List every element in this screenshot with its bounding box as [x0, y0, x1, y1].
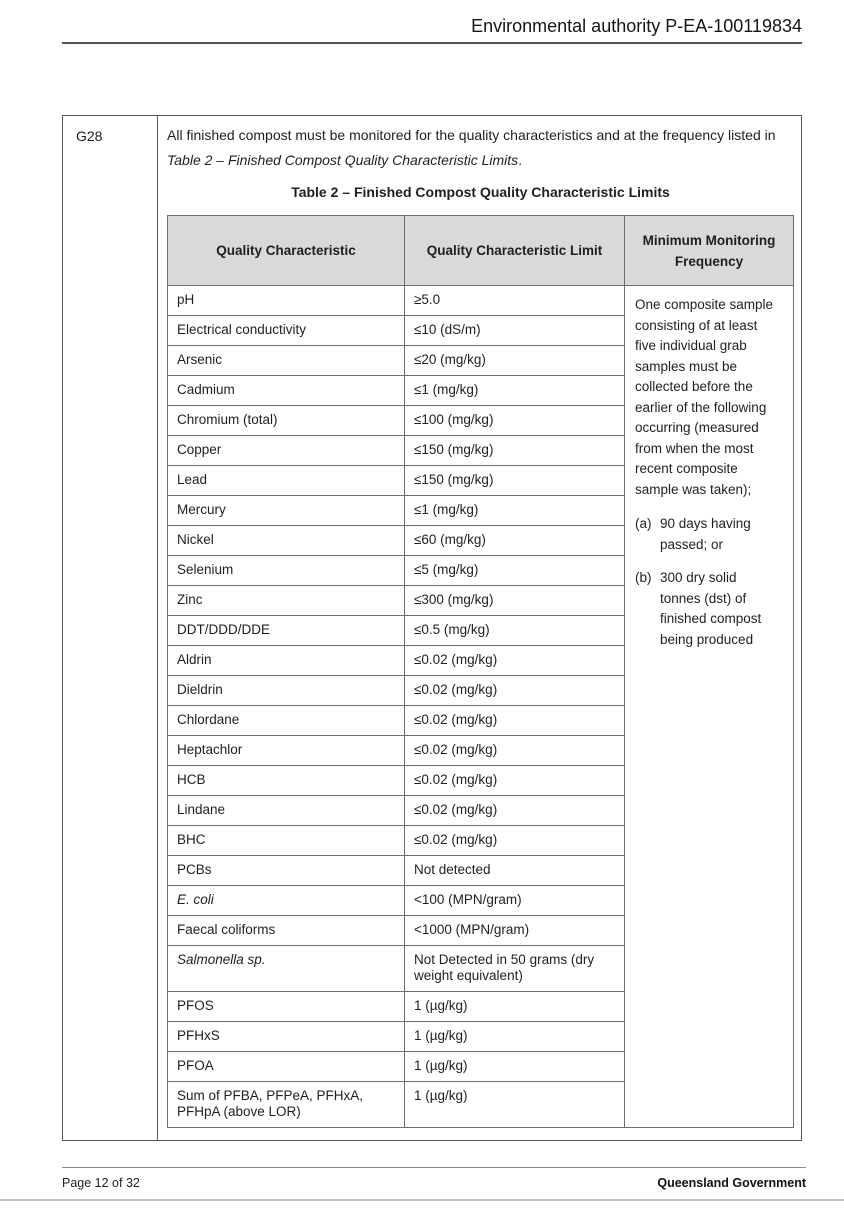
limit-cell: ≤10 (dS/m) [405, 316, 625, 346]
col-header-characteristic: Quality Characteristic [168, 216, 405, 286]
table-reference: Table 2 – Finished Compost Quality Characteristic Limits [167, 152, 519, 168]
limit-cell: ≤1 (mg/kg) [405, 376, 625, 406]
characteristic-cell: Electrical conductivity [168, 316, 405, 346]
limit-cell: ≤150 (mg/kg) [405, 436, 625, 466]
characteristic-cell: Sum of PFBA, PFPeA, PFHxA, PFHpA (above LOR) [168, 1082, 405, 1128]
frequency-item-label: (a) [635, 516, 652, 531]
frequency-item-b [635, 568, 779, 650]
limit-cell: ≥5.0 [405, 286, 625, 316]
characteristic-cell: Cadmium [168, 376, 405, 406]
characteristic-cell: pH [168, 286, 405, 316]
condition-content [158, 116, 803, 1140]
frequency-cell [625, 286, 794, 1128]
limit-cell: ≤1 (mg/kg) [405, 496, 625, 526]
page-title: Environmental authority P-EA-100119834 [471, 16, 802, 36]
characteristic-cell: Faecal coliforms [168, 916, 405, 946]
characteristic-cell: Salmonella sp. [168, 946, 405, 992]
limit-cell: ≤0.5 (mg/kg) [405, 616, 625, 646]
limit-cell: ≤0.02 (mg/kg) [405, 676, 625, 706]
limit-cell: ≤0.02 (mg/kg) [405, 796, 625, 826]
characteristic-cell: DDT/DDD/DDE [168, 616, 405, 646]
characteristic-cell: Mercury [168, 496, 405, 526]
quality-table [167, 215, 794, 1128]
page-bottom-edge [0, 1199, 844, 1201]
characteristic-cell: E. coli [168, 886, 405, 916]
limit-cell: Not detected [405, 856, 625, 886]
characteristic-cell: PCBs [168, 856, 405, 886]
limit-cell: Not Detected in 50 grams (dry weight equivalent) [405, 946, 625, 992]
limit-cell: 1 (µg/kg) [405, 1022, 625, 1052]
frequency-item-text: 90 days having passed; or [660, 516, 751, 552]
condition-block [62, 115, 802, 1141]
limit-cell: <100 (MPN/gram) [405, 886, 625, 916]
characteristic-cell: Heptachlor [168, 736, 405, 766]
table-title: Table 2 – Finished Compost Quality Characteristic Limits [291, 184, 670, 200]
limit-cell: ≤300 (mg/kg) [405, 586, 625, 616]
characteristic-cell: Zinc [168, 586, 405, 616]
limit-cell: ≤0.02 (mg/kg) [405, 766, 625, 796]
frequency-item-a [635, 514, 779, 555]
limit-cell: 1 (µg/kg) [405, 1052, 625, 1082]
col-header-frequency: Minimum Monitoring Frequency [625, 216, 794, 286]
limit-cell: ≤0.02 (mg/kg) [405, 826, 625, 856]
frequency-item-label: (b) [635, 570, 652, 585]
characteristic-cell: Nickel [168, 526, 405, 556]
page-number: Page 12 of 32 [62, 1176, 140, 1190]
limit-cell: ≤100 (mg/kg) [405, 406, 625, 436]
limit-cell: ≤0.02 (mg/kg) [405, 706, 625, 736]
limit-cell: <1000 (MPN/gram) [405, 916, 625, 946]
characteristic-cell: Aldrin [168, 646, 405, 676]
characteristic-cell: Arsenic [168, 346, 405, 376]
table-header-row [168, 216, 794, 286]
limit-cell: ≤0.02 (mg/kg) [405, 646, 625, 676]
characteristic-cell: PFOA [168, 1052, 405, 1082]
condition-id: G28 [63, 116, 158, 1140]
characteristic-cell: PFOS [168, 992, 405, 1022]
characteristic-cell: Dieldrin [168, 676, 405, 706]
condition-paragraph [167, 123, 794, 173]
table-row [168, 286, 794, 316]
paragraph-period: . [518, 152, 523, 168]
limit-cell: 1 (µg/kg) [405, 992, 625, 1022]
limit-cell: ≤60 (mg/kg) [405, 526, 625, 556]
document-header [62, 14, 802, 44]
limit-cell: 1 (µg/kg) [405, 1082, 625, 1128]
characteristic-cell: BHC [168, 826, 405, 856]
characteristic-cell: HCB [168, 766, 405, 796]
paragraph-text: All finished compost must be monitored for the quality characteristics and at the frequency listed in [167, 127, 776, 143]
characteristic-cell: Chlordane [168, 706, 405, 736]
document-footer [62, 1167, 806, 1190]
frequency-intro: One composite sample consisting of at least five individual grab samples must be collected before the earlier of the following occurring (measured from when the most recent composite sample was taken); [635, 297, 774, 497]
characteristic-cell: Copper [168, 436, 405, 466]
limit-cell: ≤150 (mg/kg) [405, 466, 625, 496]
government-brand: Queensland Government [657, 1176, 806, 1190]
limit-cell: ≤20 (mg/kg) [405, 346, 625, 376]
frequency-item-text: 300 dry solid tonnes (dst) of finished compost being produced [660, 570, 762, 647]
characteristic-cell: Lindane [168, 796, 405, 826]
characteristic-cell: Chromium (total) [168, 406, 405, 436]
limit-cell: ≤0.02 (mg/kg) [405, 736, 625, 766]
characteristic-cell: PFHxS [168, 1022, 405, 1052]
col-header-limit: Quality Characteristic Limit [405, 216, 625, 286]
characteristic-cell: Lead [168, 466, 405, 496]
characteristic-cell: Selenium [168, 556, 405, 586]
limit-cell: ≤5 (mg/kg) [405, 556, 625, 586]
